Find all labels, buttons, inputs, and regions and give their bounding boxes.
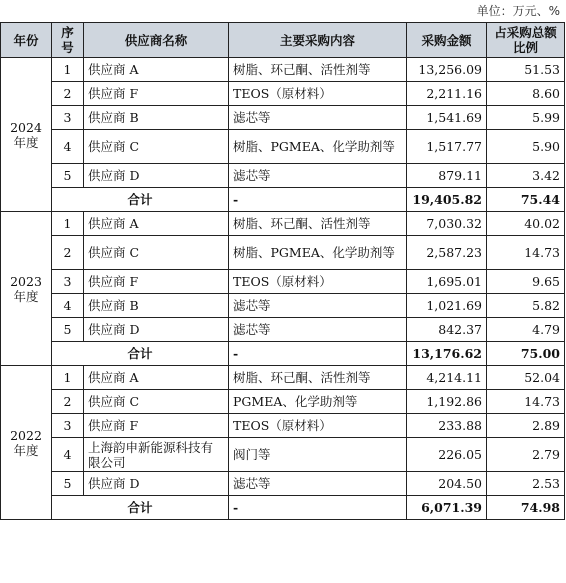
table-row <box>1 318 565 342</box>
purchase-amount-cell: 879.11 <box>407 164 487 188</box>
row-number-cell: 4 <box>52 130 84 164</box>
supplier-name-cell: 供应商 F <box>84 414 229 438</box>
purchase-ratio-cell: 2.53 <box>487 472 565 496</box>
purchase-ratio-cell: 2.89 <box>487 414 565 438</box>
purchase-ratio-cell: 14.73 <box>487 390 565 414</box>
year-number: 2024 <box>10 119 42 135</box>
purchase-items-cell: 滤芯等 <box>229 106 407 130</box>
header-no: 序号 <box>52 23 84 58</box>
header-items: 主要采购内容 <box>229 23 407 58</box>
total-row <box>1 496 565 520</box>
row-number-cell: 1 <box>52 366 84 390</box>
top-suppliers-table <box>0 22 565 520</box>
purchase-items-cell: 树脂、环己酮、活性剂等 <box>229 58 407 82</box>
purchase-ratio-cell: 2.79 <box>487 438 565 472</box>
unit-label: 单位：万元、% <box>476 4 560 18</box>
purchase-amount-cell: 4,214.11 <box>407 366 487 390</box>
total-label: 合计 <box>52 188 229 212</box>
purchase-items-cell: TEOS（原材料） <box>229 270 407 294</box>
year-cell <box>1 366 52 520</box>
purchase-ratio-cell: 5.82 <box>487 294 565 318</box>
purchase-ratio-cell: 8.60 <box>487 82 565 106</box>
supplier-name-cell: 供应商 B <box>84 106 229 130</box>
purchase-amount-cell: 1,192.86 <box>407 390 487 414</box>
supplier-name-cell: 供应商 D <box>84 472 229 496</box>
supplier-name-cell: 供应商 D <box>84 318 229 342</box>
total-items-cell: - <box>229 188 407 212</box>
total-ratio-cell: 74.98 <box>487 496 565 520</box>
purchase-ratio-cell: 3.42 <box>487 164 565 188</box>
year-cell <box>1 212 52 366</box>
total-label: 合计 <box>52 342 229 366</box>
supplier-name-cell: 供应商 B <box>84 294 229 318</box>
row-number-cell: 5 <box>52 318 84 342</box>
total-ratio-cell: 75.00 <box>487 342 565 366</box>
purchase-items-cell: TEOS（原材料） <box>229 414 407 438</box>
row-number-cell: 3 <box>52 270 84 294</box>
purchase-ratio-cell: 5.99 <box>487 106 565 130</box>
purchase-items-cell: 滤芯等 <box>229 472 407 496</box>
table-row <box>1 294 565 318</box>
table-row <box>1 236 565 270</box>
table-body <box>1 58 565 520</box>
purchase-ratio-cell: 40.02 <box>487 212 565 236</box>
table-row <box>1 366 565 390</box>
purchase-ratio-cell: 5.90 <box>487 130 565 164</box>
purchase-amount-cell: 1,695.01 <box>407 270 487 294</box>
header-ratio: 占采购总额比例 <box>487 23 565 58</box>
purchase-items-cell: 树脂、环己酮、活性剂等 <box>229 366 407 390</box>
table-row <box>1 212 565 236</box>
header-amount: 采购金额 <box>407 23 487 58</box>
purchase-amount-cell: 1,021.69 <box>407 294 487 318</box>
supplier-name-cell: 供应商 C <box>84 130 229 164</box>
purchase-amount-cell: 233.88 <box>407 414 487 438</box>
row-number-cell: 5 <box>52 164 84 188</box>
year-cell <box>1 58 52 212</box>
supplier-name-cell: 供应商 A <box>84 212 229 236</box>
table-row <box>1 106 565 130</box>
purchase-items-cell: PGMEA、化学助剂等 <box>229 390 407 414</box>
purchase-items-cell: 树脂、PGMEA、化学助剂等 <box>229 236 407 270</box>
purchase-amount-cell: 1,517.77 <box>407 130 487 164</box>
supplier-name-cell: 供应商 F <box>84 270 229 294</box>
supplier-name-cell: 上海韵申新能源科技有限公司 <box>84 438 229 472</box>
table-row <box>1 414 565 438</box>
header-name: 供应商名称 <box>84 23 229 58</box>
purchase-amount-cell: 13,256.09 <box>407 58 487 82</box>
row-number-cell: 5 <box>52 472 84 496</box>
table-row <box>1 438 565 472</box>
purchase-ratio-cell: 51.53 <box>487 58 565 82</box>
table-row <box>1 82 565 106</box>
table-row <box>1 58 565 82</box>
row-number-cell: 2 <box>52 390 84 414</box>
year-number: 2022 <box>10 427 42 443</box>
table-row <box>1 164 565 188</box>
year-number: 2023 <box>10 273 42 289</box>
total-ratio-cell: 75.44 <box>487 188 565 212</box>
year-suffix: 年度 <box>13 134 39 150</box>
total-label: 合计 <box>52 496 229 520</box>
total-row <box>1 188 565 212</box>
total-amount-cell: 19,405.82 <box>407 188 487 212</box>
supplier-name-cell: 供应商 C <box>84 236 229 270</box>
purchase-items-cell: TEOS（原材料） <box>229 82 407 106</box>
row-number-cell: 4 <box>52 438 84 472</box>
supplier-name-cell: 供应商 A <box>84 366 229 390</box>
header-year: 年份 <box>1 23 52 58</box>
row-number-cell: 2 <box>52 236 84 270</box>
purchase-ratio-cell: 9.65 <box>487 270 565 294</box>
total-amount-cell: 13,176.62 <box>407 342 487 366</box>
purchase-amount-cell: 226.05 <box>407 438 487 472</box>
total-amount-cell: 6,071.39 <box>407 496 487 520</box>
purchase-ratio-cell: 52.04 <box>487 366 565 390</box>
purchase-ratio-cell: 14.73 <box>487 236 565 270</box>
purchase-amount-cell: 1,541.69 <box>407 106 487 130</box>
row-number-cell: 4 <box>52 294 84 318</box>
purchase-amount-cell: 2,211.16 <box>407 82 487 106</box>
supplier-name-cell: 供应商 C <box>84 390 229 414</box>
row-number-cell: 1 <box>52 212 84 236</box>
purchase-items-cell: 滤芯等 <box>229 164 407 188</box>
year-suffix: 年度 <box>13 442 39 458</box>
table-row <box>1 270 565 294</box>
purchase-amount-cell: 842.37 <box>407 318 487 342</box>
row-number-cell: 3 <box>52 106 84 130</box>
total-row <box>1 342 565 366</box>
purchase-amount-cell: 2,587.23 <box>407 236 487 270</box>
row-number-cell: 3 <box>52 414 84 438</box>
purchase-items-cell: 树脂、环己酮、活性剂等 <box>229 212 407 236</box>
total-items-cell: - <box>229 342 407 366</box>
purchase-items-cell: 滤芯等 <box>229 318 407 342</box>
purchase-items-cell: 阀门等 <box>229 438 407 472</box>
purchase-items-cell: 树脂、PGMEA、化学助剂等 <box>229 130 407 164</box>
total-items-cell: - <box>229 496 407 520</box>
purchase-amount-cell: 7,030.32 <box>407 212 487 236</box>
supplier-name-cell: 供应商 F <box>84 82 229 106</box>
supplier-name-cell: 供应商 D <box>84 164 229 188</box>
purchase-ratio-cell: 4.79 <box>487 318 565 342</box>
purchase-amount-cell: 204.50 <box>407 472 487 496</box>
table-row <box>1 130 565 164</box>
row-number-cell: 2 <box>52 82 84 106</box>
table-row <box>1 390 565 414</box>
supplier-name-cell: 供应商 A <box>84 58 229 82</box>
year-suffix: 年度 <box>13 288 39 304</box>
row-number-cell: 1 <box>52 58 84 82</box>
table-row <box>1 472 565 496</box>
table-header-row <box>1 23 565 58</box>
purchase-items-cell: 滤芯等 <box>229 294 407 318</box>
